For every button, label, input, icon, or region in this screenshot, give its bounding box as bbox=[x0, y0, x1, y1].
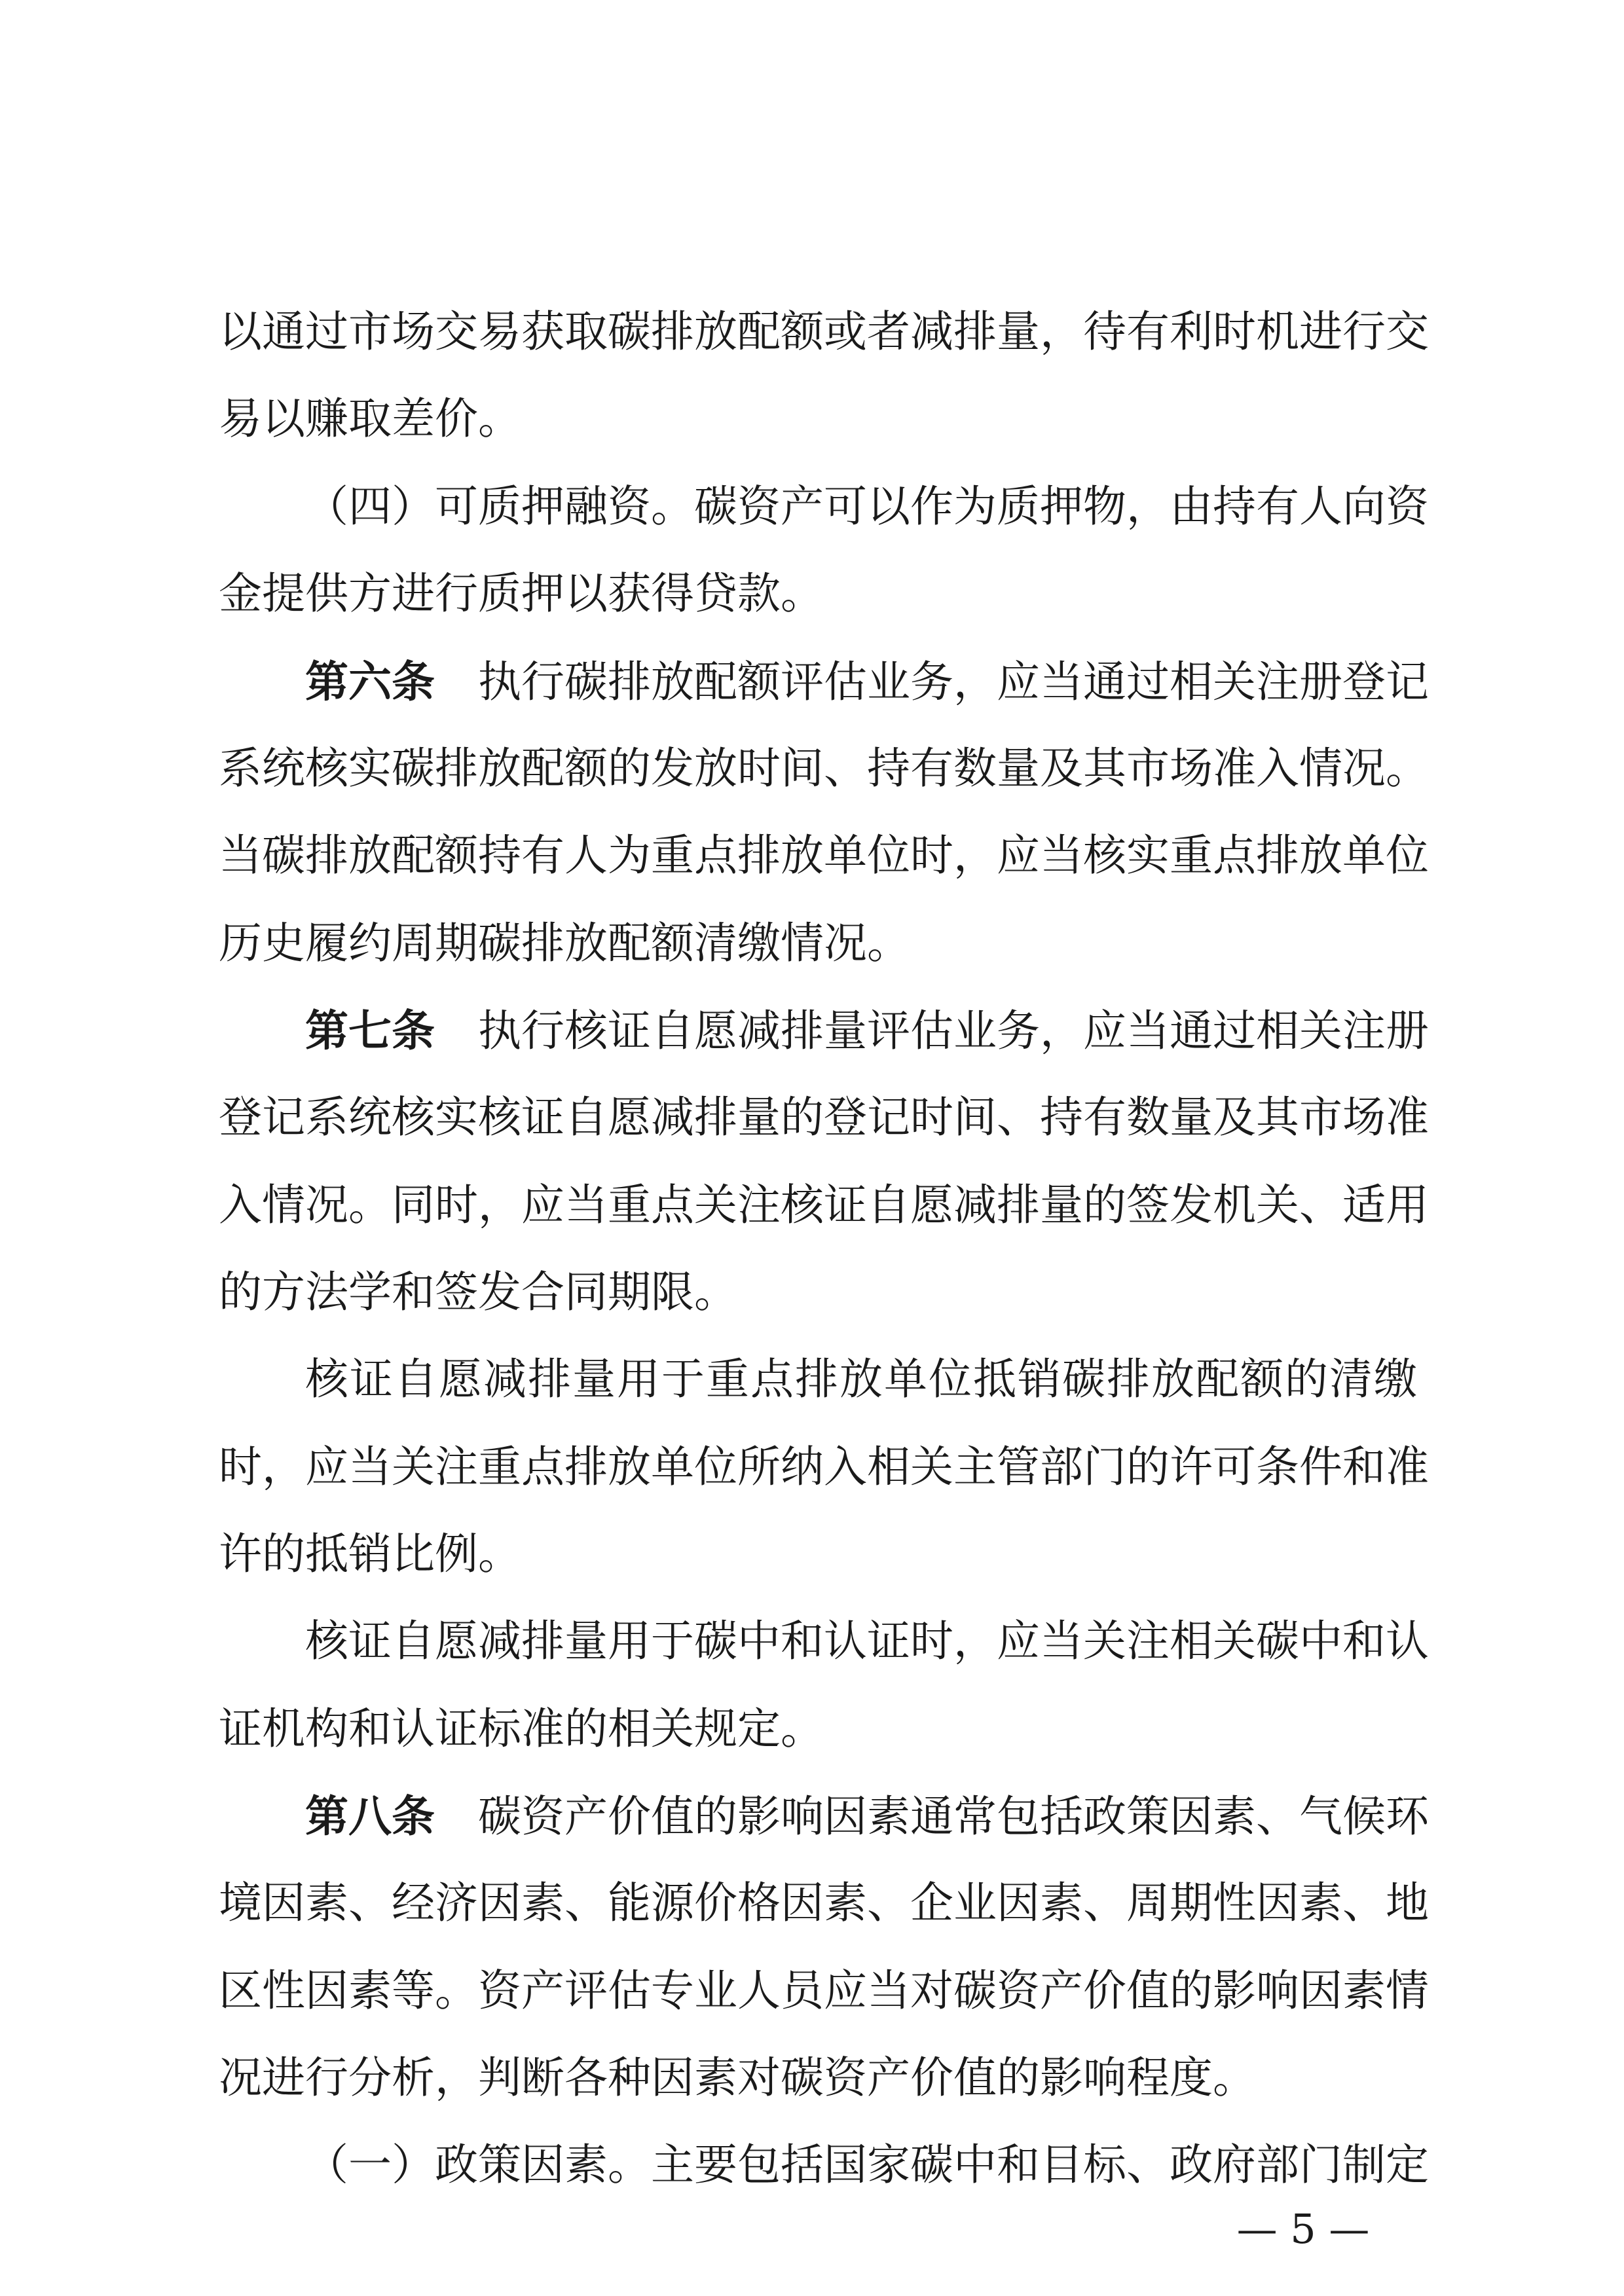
text-line: 许的抵销比例。 bbox=[219, 1529, 521, 1579]
text-line: 当碳排放配额持有人为重点排放单位时，应当核实重点排放单位 bbox=[219, 830, 1429, 881]
text-line: 况进行分析，判断各种因素对碳资产价值的影响程度。 bbox=[219, 2052, 1256, 2103]
text-line: 境因素、经济因素、能源价格因素、企业因素、周期性因素、地 bbox=[219, 1878, 1429, 1928]
text-line: 登记系统核实核证自愿减排量的登记时间、持有数量及其市场准 bbox=[219, 1092, 1429, 1142]
text-span: 执行碳排放配额评估业务，应当通过相关注册登记 bbox=[478, 657, 1429, 707]
text-span: 执行核证自愿减排量评估业务，应当通过相关注册 bbox=[478, 1006, 1429, 1056]
text-line: 系统核实碳排放配额的发放时间、持有数量及其市场准入情况。 bbox=[219, 743, 1429, 793]
text-line: 历史履约周期碳排放配额清缴情况。 bbox=[219, 918, 910, 968]
text-line: 以通过市场交易获取碳排放配额或者减排量，待有利时机进行交 bbox=[219, 306, 1429, 357]
text-line: 区性因素等。资产评估专业人员应当对碳资产价值的影响因素情 bbox=[219, 1965, 1429, 2016]
article-heading-6: 第六条 bbox=[305, 656, 435, 707]
text-line: 的方法学和签发合同期限。 bbox=[219, 1267, 737, 1317]
text-line: 核证自愿减排量用于重点排放单位抵销碳排放配额的清缴 bbox=[305, 1354, 1417, 1404]
text-line: （四）可质押融资。碳资产可以作为质押物，由持有人向资 bbox=[305, 481, 1429, 532]
text-line: 金提供方进行质押以获得贷款。 bbox=[219, 568, 824, 619]
article-heading-7: 第七条 bbox=[305, 1005, 435, 1056]
text-line: 易以赚取差价。 bbox=[219, 393, 521, 444]
page-number: — 5 — bbox=[1236, 2205, 1370, 2253]
text-line: 时，应当关注重点排放单位所纳入相关主管部门的许可条件和准 bbox=[219, 1442, 1429, 1492]
text-line: 核证自愿减排量用于碳中和认证时，应当关注相关碳中和认 bbox=[305, 1616, 1429, 1666]
article-7-first-line bbox=[305, 981, 1429, 1080]
article-heading-8: 第八条 bbox=[305, 1791, 435, 1842]
article-6-first-line bbox=[305, 632, 1429, 731]
article-8-first-line bbox=[305, 1767, 1429, 1865]
text-line: （一）政策因素。主要包括国家碳中和目标、政府部门制定 bbox=[305, 2140, 1429, 2190]
text-line: 入情况。同时，应当重点关注核证自愿减排量的签发机关、适用 bbox=[219, 1180, 1429, 1230]
text-line: 证机构和认证标准的相关规定。 bbox=[219, 1704, 824, 1754]
text-span: 碳资产价值的影响因素通常包括政策因素、气候环 bbox=[478, 1791, 1429, 1842]
